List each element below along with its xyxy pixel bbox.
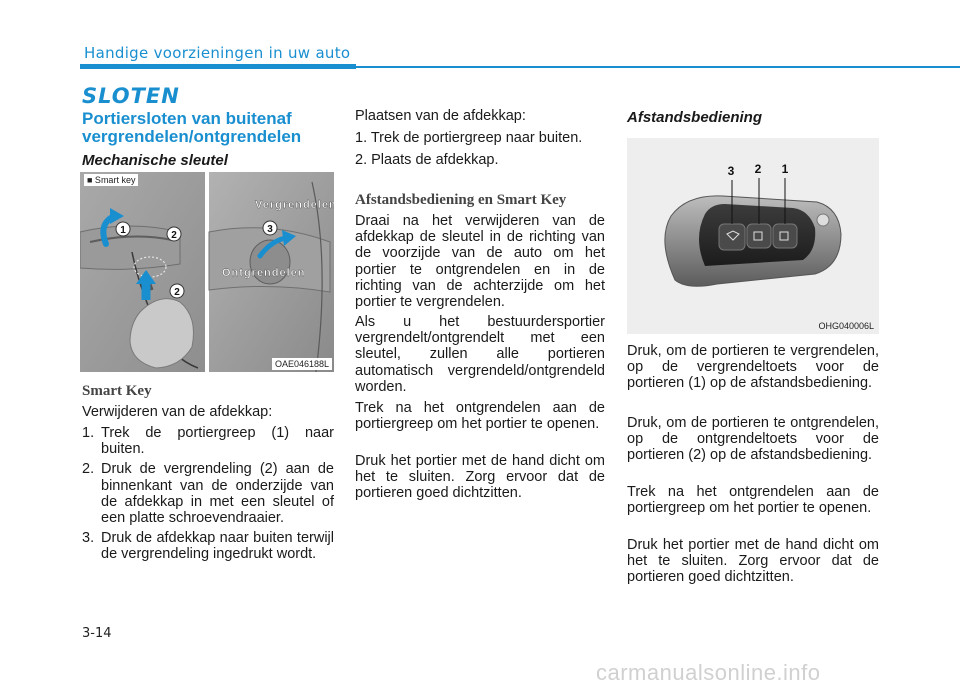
remote-figure-caption: OHG040006L — [815, 320, 877, 332]
remove-intro: Verwijderen van de afdekkap: — [82, 404, 273, 420]
col3-paragraph-4: Druk het portier met de hand dicht om het te sluiten. Zorg ervoor dat de portieren goed dichtzitten. — [627, 537, 879, 586]
label-unlock: Ontgrendelen — [222, 267, 306, 279]
figure-number-2a: 2 — [171, 230, 177, 241]
place-intro: Plaatsen van de afdekkap: — [355, 108, 526, 124]
col1-heading: Portiersloten van buitenaf vergrendelen/ontgrendelen — [82, 109, 302, 146]
col3-paragraph-1: Druk, om de portieren te vergrendelen, op de vergrendeltoets voor de portieren (1) op de afstandsbediening. — [627, 343, 879, 392]
header-rule-thin — [356, 66, 960, 68]
place-step-1: 1. Trek de portiergreep naar buiten. — [355, 130, 583, 146]
running-header: Handige voorzieningen in uw auto — [84, 44, 351, 62]
list-item: 2. Druk de vergrendeling (2) aan de binnenkant van de onderzijde van de afdekkap in met een sleutel of een platte schroevendraaier. — [82, 461, 334, 527]
smart-key-heading: Smart Key — [82, 383, 152, 399]
section-title: SLOTEN — [82, 84, 180, 108]
figure-caption: OAE046188L — [272, 358, 332, 370]
figure-number-1: 1 — [120, 225, 126, 236]
col3-paragraph-2: Druk, om de portieren te ontgrendelen, op de ontgrendeltoets voor de portieren (2) op de afstandsbediening. — [627, 415, 879, 464]
remote-key-figure — [627, 138, 879, 334]
col2-heading: Afstandsbediening en Smart Key — [355, 192, 567, 208]
remove-steps — [82, 425, 334, 567]
door-handle-illustration — [80, 172, 334, 372]
smart-key-badge: ■ Smart key — [84, 174, 138, 186]
col3-heading: Afstandsbediening — [627, 109, 763, 126]
figure-number-2b: 2 — [174, 287, 180, 298]
watermark: carmanualsonline.info — [596, 660, 821, 685]
col2-paragraph-3: Trek na het ontgrendelen aan de portiergreep om het portier te openen. — [355, 400, 605, 433]
remote-number-2: 2 — [754, 162, 762, 176]
header-rule-thick — [80, 64, 356, 69]
col3-paragraph-3: Trek na het ontgrendelen aan de portiergreep om het portier te openen. — [627, 484, 879, 517]
col1-subheading: Mechanische sleutel — [82, 152, 228, 169]
door-handle-figure — [80, 172, 334, 372]
figure-number-3: 3 — [267, 224, 273, 235]
page-number: 3-14 — [82, 626, 112, 641]
remote-number-1: 1 — [781, 162, 789, 176]
remote-number-3: 3 — [727, 164, 735, 178]
place-step-2: 2. Plaats de afdekkap. — [355, 152, 499, 168]
col2-paragraph-4: Druk het portier met de hand dicht om het te sluiten. Zorg ervoor dat de portieren goed dichtzitten. — [355, 453, 605, 502]
col2-paragraph-1: Draai na het verwijderen van de afdekkap de sleutel in de richting van de voorzijde van de auto om het portier te ontgrendelen en in de richting van de achterzijde om het portier te vergrendelen. — [355, 213, 605, 311]
label-lock: Vergrendelen — [255, 199, 334, 211]
list-item: 1. Trek de portiergreep (1) naar buiten. — [82, 425, 334, 458]
col2-paragraph-2: Als u het bestuurdersportier vergrendelt/ontgrendelt met een sleutel, zullen alle portieren automatisch vergrendeld/ontgrendeld worden. — [355, 314, 605, 395]
remote-key-illustration — [627, 138, 879, 334]
list-item: 3. Druk de afdekkap naar buiten terwijl de vergrendeling ingedrukt wordt. — [82, 530, 334, 563]
